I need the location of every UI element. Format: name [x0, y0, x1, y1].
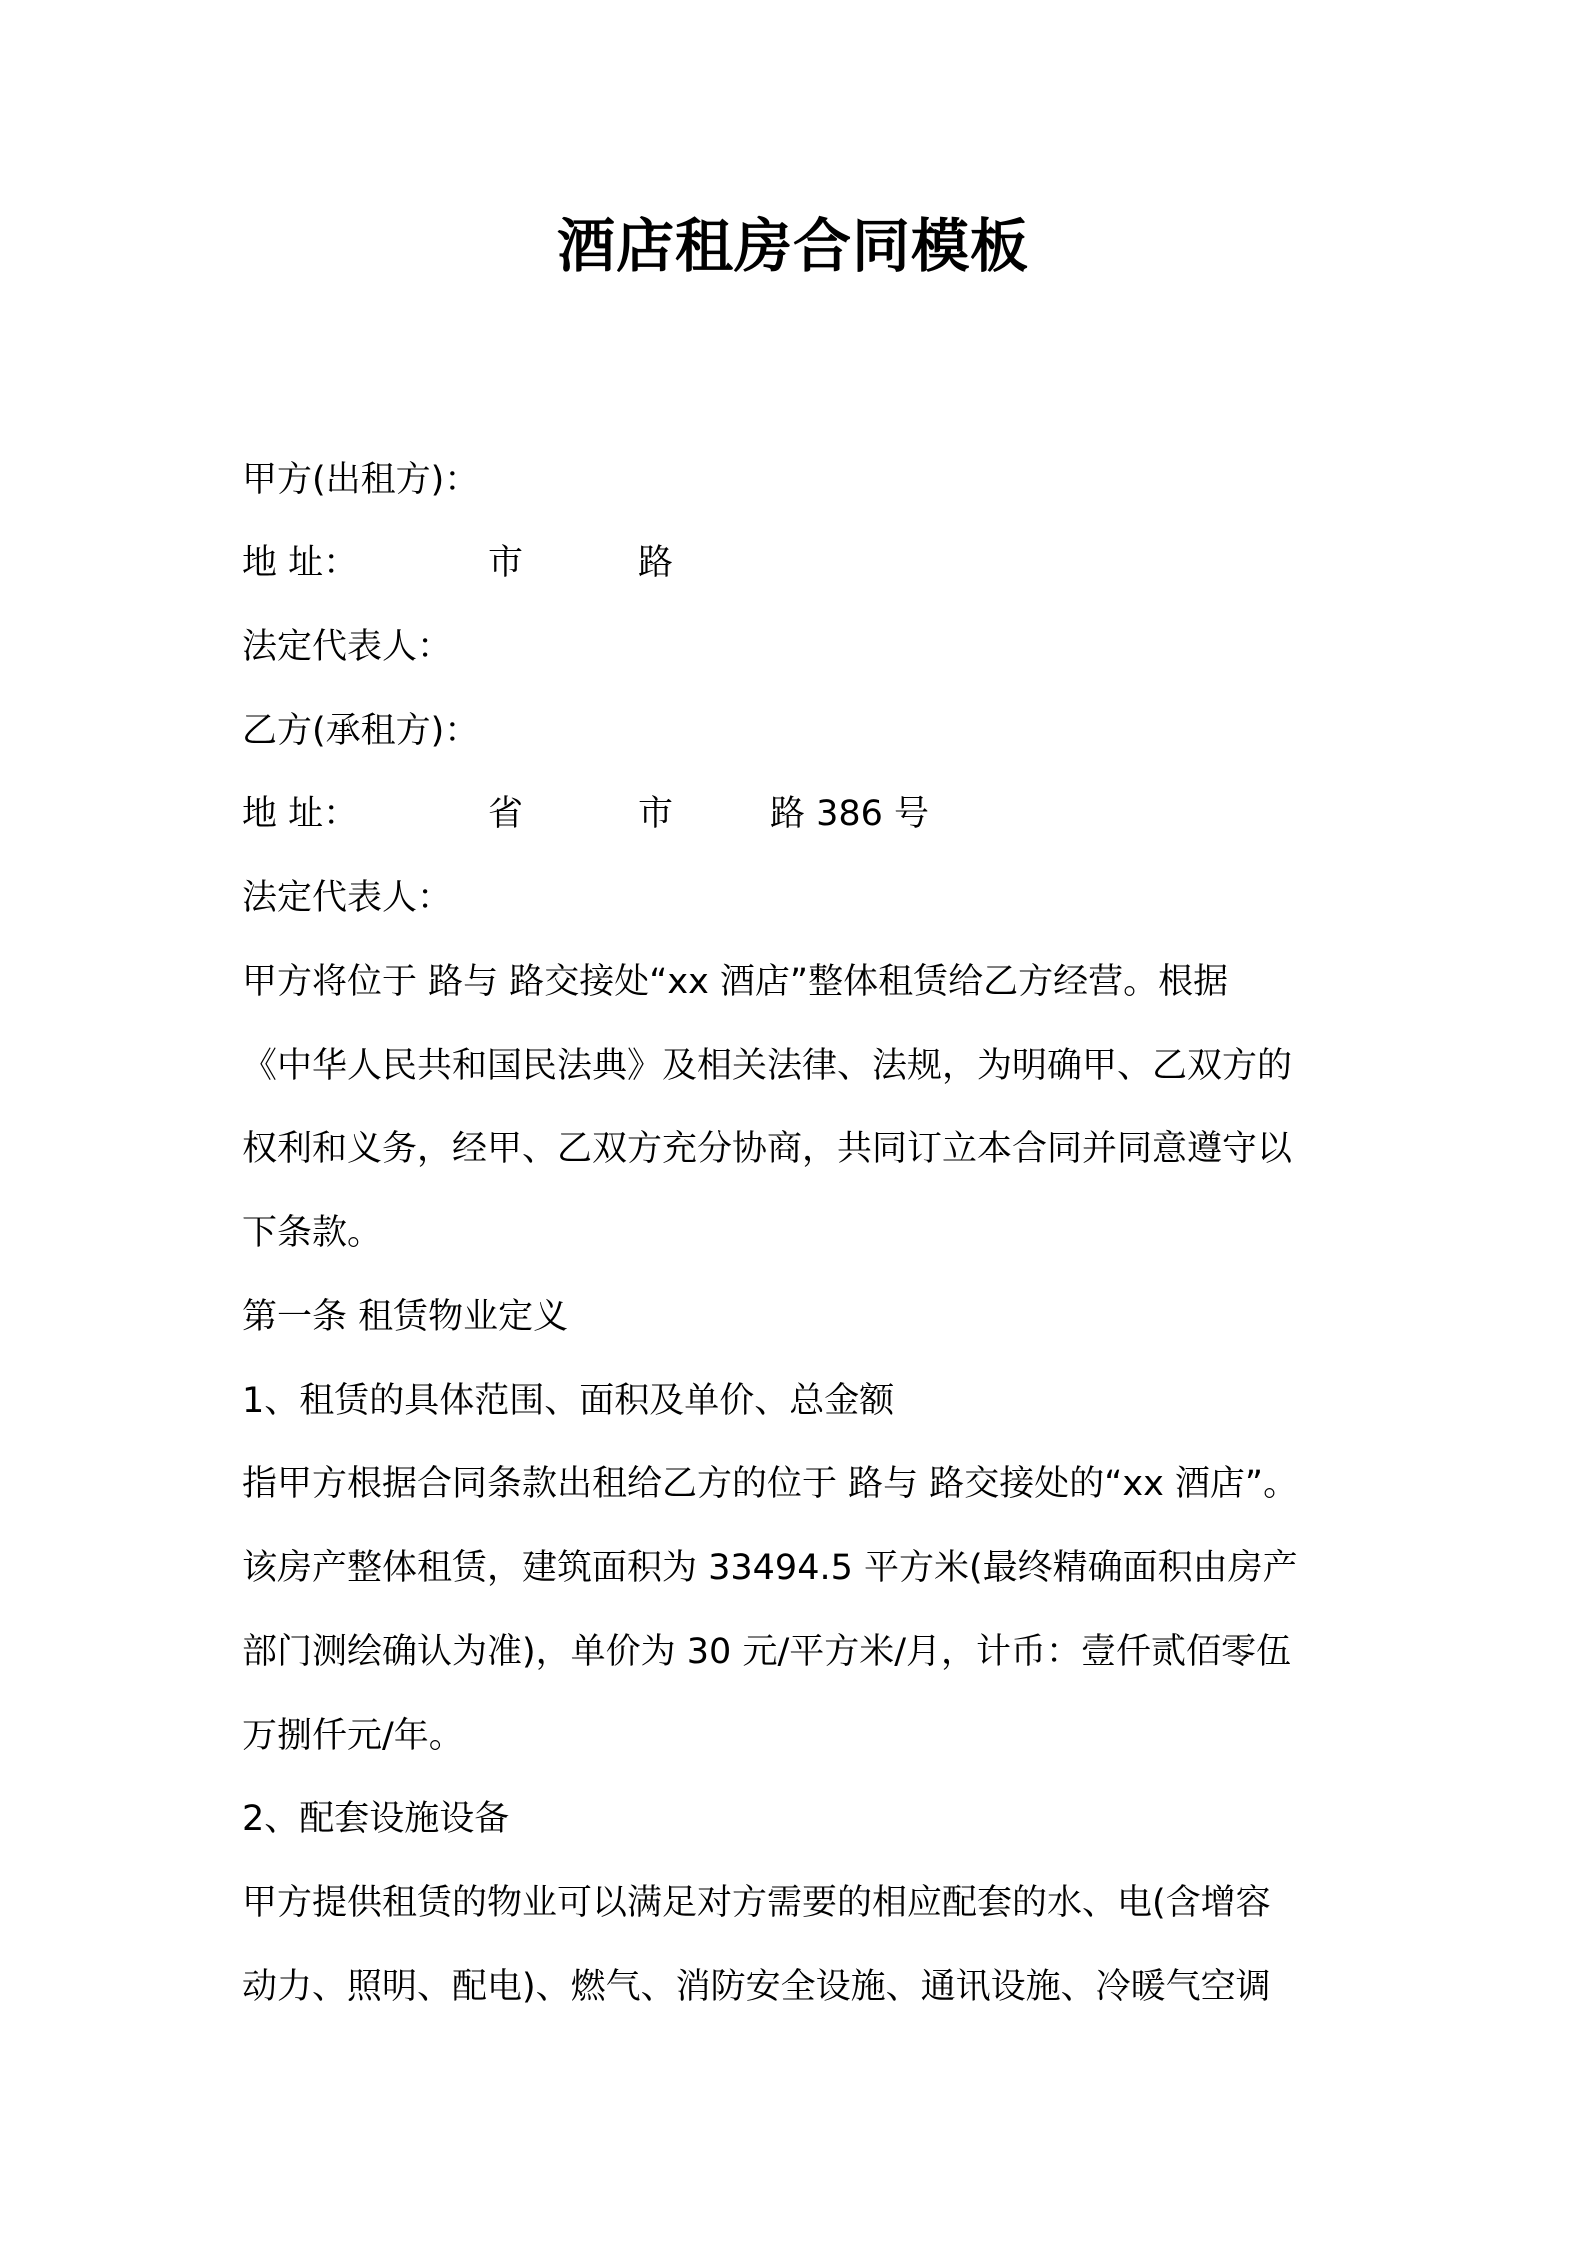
party-b-representative: 法定代表人：: [242, 878, 453, 918]
party-a-address-label: 地 址：: [242, 543, 359, 583]
party-b-address-city: 市: [638, 794, 674, 834]
party-b-heading: 乙方(承租方)：: [242, 711, 480, 751]
body-line: 甲方提供租赁的物业可以满足对方需要的相应配套的水、电(含增容: [242, 1883, 1271, 1923]
party-a-heading: 甲方(出租方)：: [242, 460, 480, 500]
body-line: 《中华人民共和国民法典》及相关法律、法规，为明确甲、乙双方的: [242, 1046, 1293, 1086]
body-line: 下条款。: [242, 1213, 383, 1253]
party-a-address-road: 路: [638, 543, 674, 583]
body-line: 动力、照明、配电)、燃气、消防安全设施、通讯设施、冷暖气空调: [242, 1967, 1271, 2007]
section-heading: 1、租赁的具体范围、面积及单价、总金额: [242, 1381, 895, 1421]
article-heading: 第一条 租赁物业定义: [242, 1297, 569, 1337]
body-line: 部门测绘确认为准)，单价为 30 元/平方米/月，计币：壹仟贰佰零伍: [242, 1632, 1292, 1672]
section-heading: 2、配套设施设备: [242, 1799, 510, 1839]
party-a-representative: 法定代表人：: [242, 627, 453, 667]
body-line: 该房产整体租赁，建筑面积为 33494.5 平方米(最终精确面积由房产: [242, 1548, 1298, 1588]
party-b-address-province: 省: [488, 794, 524, 834]
party-a-address-line: [242, 538, 1342, 588]
party-a-address-city: 市: [488, 543, 524, 583]
body-line: 万捌仟元/年。: [242, 1716, 464, 1756]
body-line: 甲方将位于 路与 路交接处“xx 酒店”整体租赁给乙方经营。根据: [242, 962, 1229, 1002]
party-b-address-line: [242, 789, 1342, 839]
body-line: 权利和义务，经甲、乙双方充分协商，共同订立本合同并同意遵守以: [242, 1129, 1293, 1169]
document-title: 酒店租房合同模板: [556, 212, 1029, 280]
body-line: 指甲方根据合同条款出租给乙方的位于 路与 路交接处的“xx 酒店”。: [242, 1464, 1299, 1504]
party-b-address-road: 路 386 号: [770, 794, 930, 834]
party-b-address-label: 地 址：: [242, 794, 359, 834]
